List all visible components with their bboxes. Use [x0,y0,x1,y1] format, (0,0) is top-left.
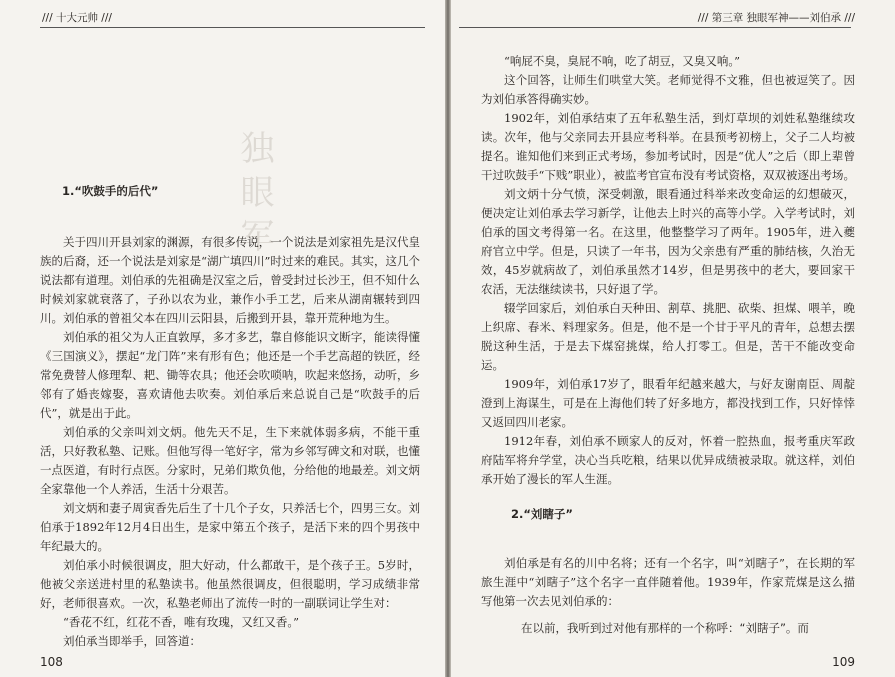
body-text [481,554,855,611]
body-text [481,52,855,489]
running-header: /// 十大元帅 /// [42,12,112,24]
paragraph: 刘伯承的父亲叫刘文炳。他先天不足，生下来就体弱多病，不能干重活，只好教私塾、记账。但他写得一笔好字，常为乡邻写碑文和对联，也懂一点医道，有时行点医。分家时，兄弟们欺负他，分给他的地最差。刘文炳全家靠他一个人养活，生活十分艰苦。 [40,425,420,496]
paragraph: 刘文炳和妻子周寅香先后生了十几个子女，只养活七个，四男三女。刘伯承于1892年12月4日出生，是家中第五个孩子，是活下来的四个男孩中年纪最大的。 [40,501,420,553]
paragraph: 刘伯承小时候很调皮，胆大好动，什么都敢干，是个孩子王。5岁时，他被父亲送进村里的私塾读书。他虽然很调皮，但很聪明，学习成绩非常好，老师很喜欢。一次，私塾老师出了流传一时的一副联词让学生对： [40,558,420,610]
paragraph: 1902年，刘伯承结束了五年私塾生活，到灯草坝的刘姓私塾继续攻读。次年，他与父亲同去开县应考科举。在县预考初榜上，父子二人均被提名。谁知他们来到正式考场，参加考试时，因是“优人”之后（即上辈曾干过吹鼓手“下贱”职业），被监考官宣布没有考试资格，双双被逐出考场。 [481,111,856,182]
page-number: 108 [40,655,63,669]
paragraph: 刘伯承是有名的川中名将；还有一个名字，叫“刘瞎子”，在长期的军旅生涯中“刘瞎子”这个名字一直伴随着他。1939年，作家荒煤是这么描写他第一次去见刘伯承的： [481,556,855,608]
paragraph: 辍学回家后，刘伯承白天种田、割草、挑肥、砍柴、担煤、喂羊，晚上织席、春米、料理家务。但是，他不是一个甘于平凡的青年，总想去摆脱这种生活，于是去下煤窑挑煤，给人打零工。但是，苦干不能改变命运。 [481,301,855,372]
paragraph: 关于四川开县刘家的渊源，有很多传说，一个说法是刘家祖先是汉代皇族的后裔，还一个说法是刘家是“湖广填四川”时过来的难民。其实，这几个说法都有道理。刘伯承的先祖确是汉室之后，曾受封过长沙王，但不知什么时候刘家就衰落了，子孙以农为业，兼作小手工艺，后来从湖南辗转到四川。刘伯承的曾祖父本在四川云阳县，后搬到开县，靠开荒种地为生。 [40,235,420,325]
paragraph: 1909年，刘伯承17岁了，眼看年纪越来越大，与好友谢南臣、周靛澄到上海谋生，可是在上海他们转了好多地方，都没找到工作，只好悻悻又返回四川老家。 [481,377,855,429]
paragraph: 刘伯承的祖父为人正直敦厚，多才多艺，靠自修能识文断字，能读得懂《三国演义》，摆起“龙门阵”来有形有色；他还是一个手艺高超的铁匠，经常免费替人修理犁、耙、锄等农具；他还会吹唢呐，吹起来悠扬，动听，乡邻有了婚丧嫁娶，喜欢请他去吹奏。刘伯承后来总说自己是“吹鼓手的后代”，就是出于此。 [40,330,420,420]
page-number: 109 [832,655,855,669]
watermark: 独眼军 [234,130,274,262]
paragraph: 这个回答，让师生们哄堂大笑。老师觉得不文雅，但也被逗笑了。因为刘伯承答得确实妙。 [481,73,855,106]
block-quote: 在以前，我听到过对他有那样的一个称呼：“刘瞎子”。而 [521,621,809,635]
section-title: 1.“吹鼓手的后代” [62,184,159,198]
paragraph: 刘文炳十分气愤，深受刺激，眼看通过科举来改变命运的幻想破灭，便决定让刘伯承去学习新学，让他去上时兴的高等小学。入学考试时，刘伯承的国文考得第一名。在这里，他整整学习了两年。1905年，进入夔府官立中学。但是，只读了一年书，因为父亲患有严重的肺结核，久治无效，45岁就病故了，刘伯承虽然才14岁，但是男孩中的老大，要回家干农活，无法继续读书，只好退了学。 [481,187,855,296]
paragraph: “响屁不臭，臭屁不响，吃了胡豆，又臭又响。” [504,54,741,68]
body-text [40,233,420,651]
running-header: /// 第三章 独眼军神——刘伯承 /// [697,12,855,24]
right-page [451,0,895,677]
header-rule [459,27,851,28]
paragraph: 刘伯承当即举手，回答道： [63,634,201,648]
paragraph: 1912年春，刘伯承不顾家人的反对，怀着一腔热血，报考重庆军政府陆军将弁学堂，决心当兵吃粮，结果以优异成绩被录取。就这样，刘伯承开始了漫长的军人生涯。 [481,434,855,486]
left-page [0,0,445,677]
section-title: 2.“刘瞎子” [511,507,573,521]
header-rule [40,27,425,28]
paragraph: “香花不红，红花不香，唯有玫瑰，又红又香。” [63,615,300,629]
